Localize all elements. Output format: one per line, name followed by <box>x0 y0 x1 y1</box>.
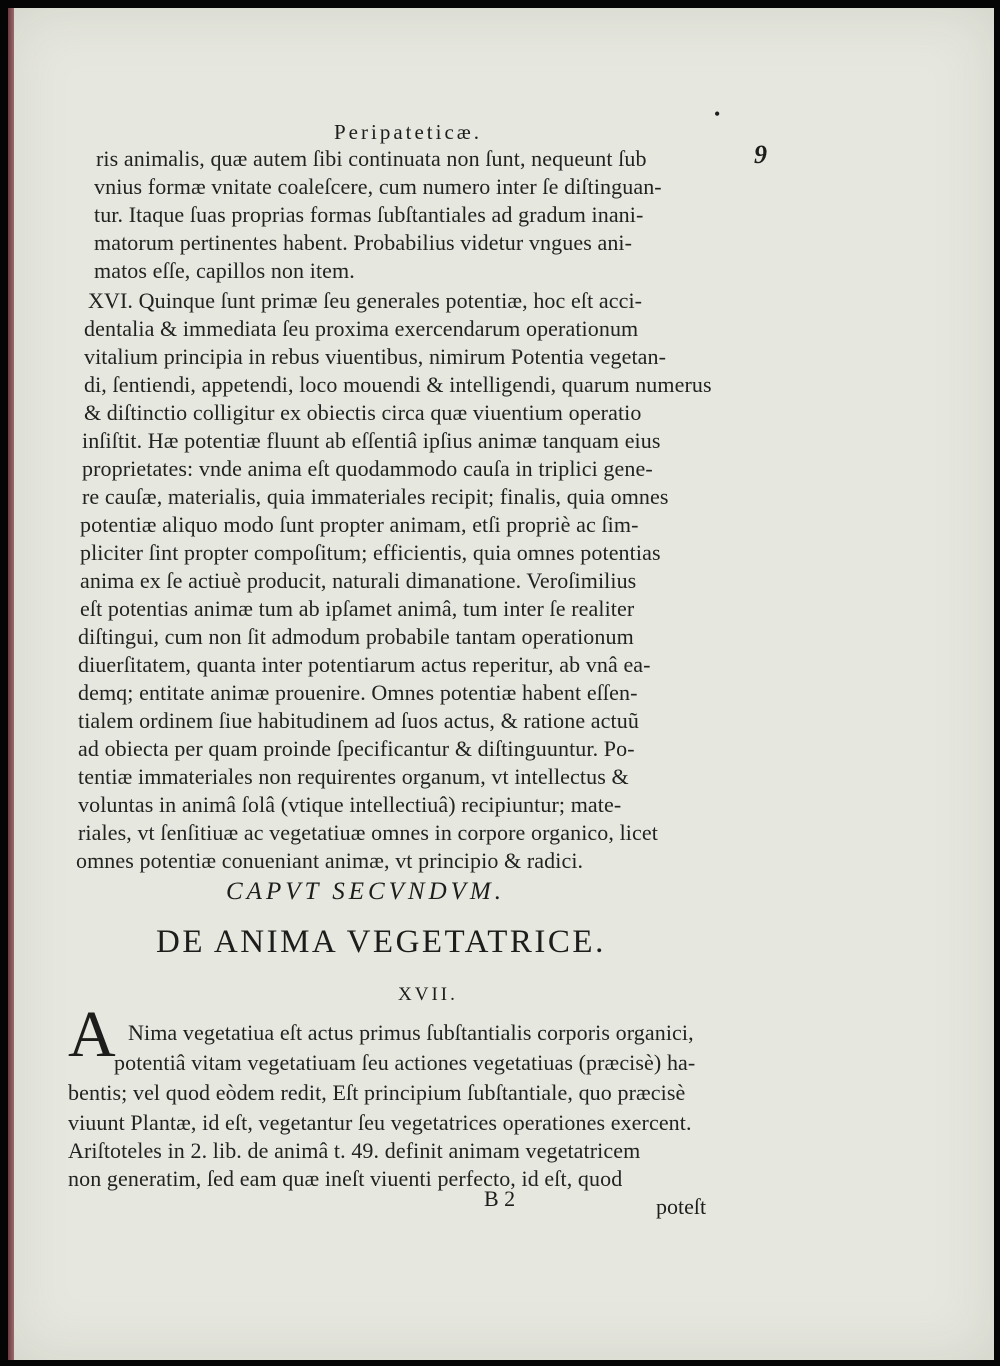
text-line: proprietates: vnde anima eſt quodammodo cauſa in triplici gene- <box>82 456 653 481</box>
text-line: di, ſentiendi, appetendi, loco mouendi & intelligendi, quarum numerus <box>84 372 712 397</box>
text-line: dentalia & immediata ſeu proxima exercendarum operationum <box>84 316 639 341</box>
text-line: diuerſitatem, quanta inter potentiarum actus reperitur, ab vnâ ea- <box>78 652 651 677</box>
chapter-label: CAPVT SECVNDVM. <box>226 878 505 905</box>
text-line: tur. Itaque ſuas proprias formas ſubſtantiales ad gradum inani- <box>94 202 644 227</box>
text-line: re cauſæ, materialis, quia immateriales recipit; finalis, quia omnes <box>82 484 669 509</box>
page-number: 9 <box>754 140 767 169</box>
text-line: non generatim, ſed eam quæ ineſt viuenti perfecto, id eſt, quod <box>68 1166 623 1191</box>
text-line: & diſtinctio colligitur ex obiectis circa quæ viuentium operatio <box>84 400 642 425</box>
binding-edge <box>8 8 14 1360</box>
text-line: potentiæ aliquo modo ſunt propter animam, etſi propriè ac ſim- <box>80 512 639 537</box>
text-line: matos eſſe, capillos non item. <box>94 258 355 283</box>
text-line: inſiſtit. Hæ potentiæ fluunt ab eſſentiâ ipſius animæ tanquam eius <box>82 428 661 453</box>
text-line: bentis; vel quod eòdem redit, Eſt principium ſubſtantiale, quo præcisè <box>68 1080 686 1105</box>
signature-mark: B 2 <box>484 1186 516 1211</box>
text-line: pliciter ſint propter compoſitum; efficientis, quia omnes potentias <box>80 540 661 565</box>
text-line: vitalium principia in rebus viuentibus, nimirum Potentia vegetan- <box>84 344 667 369</box>
text-line: voluntas in animâ ſolâ (vtique intellectiuâ) recipiuntur; mate- <box>78 792 622 817</box>
text-line: Nima vegetatiua eſt actus primus ſubſtantialis corporis organici, <box>128 1020 694 1045</box>
text-line: Ariſtoteles in 2. lib. de animâ t. 49. definit animam vegetatricem <box>68 1138 641 1163</box>
text-line: viuunt Plantæ, id eſt, vegetantur ſeu vegetatrices operationes exercent. <box>68 1110 692 1135</box>
text-line: potentiâ vitam vegetatiuam ſeu actiones vegetatiuas (præcisè) ha- <box>114 1050 696 1075</box>
chapter-title: DE ANIMA VEGETATRICE. <box>156 924 606 960</box>
text-line: diſtingui, cum non ſit admodum probabile tantam operationum <box>78 624 634 649</box>
text-line: tialem ordinem ſiue habitudinem ad ſuos actus, & ratione actuũ <box>78 708 639 733</box>
text-line: matorum pertinentes habent. Probabilius videtur vngues ani- <box>94 230 633 255</box>
text-line: tentiæ immateriales non requirentes organum, vt intellectus & <box>78 764 629 789</box>
text-line: vnius formæ vnitate coaleſcere, cum numero inter ſe diſtinguan- <box>94 174 662 199</box>
text-line: anima ex ſe actiuè producit, naturali dimanatione. Veroſimilius <box>80 568 637 593</box>
text-line: ad obiecta per quam proinde ſpecificantur & diſtinguuntur. Po- <box>78 736 635 761</box>
catchword: poteſt <box>656 1194 707 1219</box>
section-number: XVII. <box>398 984 458 1005</box>
text-line: XVI. Quinque ſunt primæ ſeu generales potentiæ, hoc eſt acci- <box>88 288 643 313</box>
text-line: omnes potentiæ conueniant animæ, vt principio & radici. <box>76 848 584 873</box>
book-page <box>8 8 994 1360</box>
running-head: Peripateticæ. <box>334 120 483 144</box>
text-line: riales, vt ſenſitiuæ ac vegetatiuæ omnes in corpore organico, licet <box>78 820 658 845</box>
text-line: ris animalis, quæ autem ſibi continuata non ſunt, nequeunt ſub <box>96 146 647 171</box>
stray-mark: • <box>714 104 721 124</box>
text-line: eſt potentias animæ tum ab ipſamet animâ, tum inter ſe realiter <box>80 596 635 621</box>
text-line: demq; entitate animæ prouenire. Omnes potentiæ habent eſſen- <box>78 680 638 705</box>
drop-capital: A <box>68 998 116 1071</box>
